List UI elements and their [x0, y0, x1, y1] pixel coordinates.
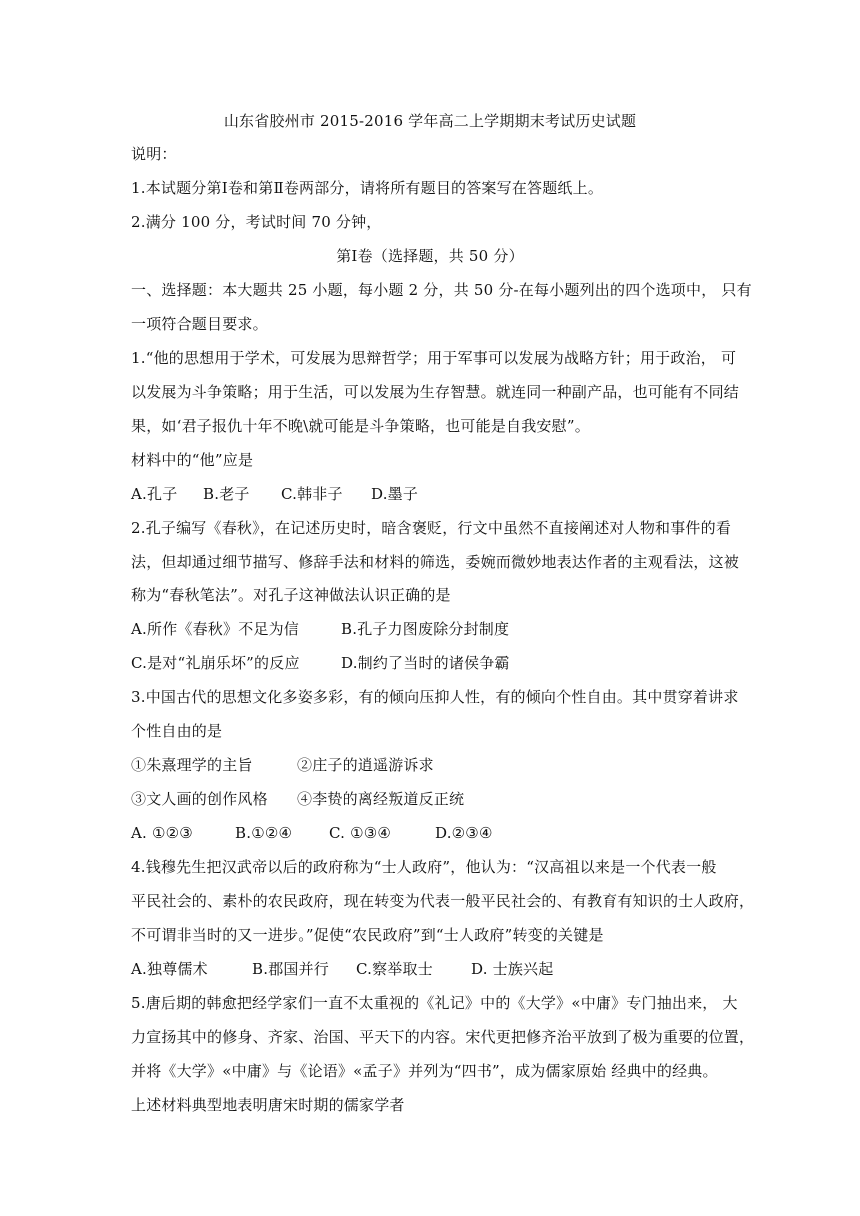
- question-3-options: [131, 823, 493, 843]
- option-a: A. ①②③: [131, 824, 193, 842]
- question-3-stem: 3.中国古代的思想文化多姿多彩，有的倾向压抑人性，有的倾向个性自由。其中贯穿着讲求: [131, 688, 739, 706]
- instructions-line: 一项符合题目要求。: [131, 315, 268, 333]
- question-3-statements: [131, 755, 434, 775]
- note-item: 2.满分 100 分，考试时间 70 分钟，: [131, 213, 382, 231]
- option-a: A.孔子: [131, 485, 178, 503]
- section-title: 第Ⅰ卷（选择题，共 50 分）: [336, 247, 524, 265]
- instructions-line: 一、选择题：本大题共 25 小题，每小题 2 分，共 50 分-在每小题列出的四个选项中， 只有: [131, 281, 752, 299]
- question-4-stem: 平民社会的、素朴的农民政府，现在转变为代表一般平民社会的、有教育有知识的士人政府，: [131, 892, 755, 910]
- question-3-statements: [131, 789, 464, 809]
- question-1-stem: 果，如‘君子报仇十年不晚\就可能是斗争策略，也可能是自我安慰”。: [131, 417, 590, 435]
- statement-3: ③文人画的创作风格: [131, 790, 268, 808]
- option-c: C. ①③④: [329, 824, 392, 842]
- option-c: C.韩非子: [281, 485, 343, 503]
- question-1-stem: 材料中的“他”应是: [131, 451, 254, 469]
- option-a: A.所作《春秋》不足为信: [131, 620, 300, 638]
- option-d: D.墨子: [371, 485, 419, 503]
- question-4-stem: 4.钱穆先生把汉武帝以后的政府称为“士人政府”，他认为：“汉高祖以来是一个代表一般: [131, 858, 717, 876]
- option-d: D. 士族兴起: [471, 960, 554, 978]
- question-2-options: [131, 653, 510, 673]
- question-5-stem: 并将《大学》«中庸》与《论语》«孟子》并列为“四书”，成为儒家原始 经典中的经典。: [131, 1062, 718, 1080]
- question-5-stem: 上述材料典型地表明唐宋时期的儒家学者: [131, 1096, 405, 1114]
- question-2-stem: 称为“春秋笔法”。对孔子这神做法认识正确的是: [131, 586, 451, 604]
- question-4-options: [131, 959, 553, 979]
- statement-4: ④李贽的离经叛道反正统: [297, 790, 465, 808]
- statement-2: ②庄子的逍遥游诉求: [297, 756, 434, 774]
- option-d: D.②③④: [435, 824, 493, 842]
- question-2-stem: 法，但却通过细节描写、修辞手法和材料的筛选，委婉而微妙地表达作者的主观看法，这被: [131, 553, 740, 571]
- option-b: B.①②④: [235, 824, 293, 842]
- option-b: B.老子: [203, 485, 250, 503]
- question-5-stem: 力宣扬其中的修身、齐家、治国、平天下的内容。宋代更把修齐治平放到了极为重要的位置，: [131, 1028, 755, 1046]
- notes-heading: 说明：: [131, 145, 177, 163]
- question-1-stem: 1.“他的思想用于学术，可发展为思辩哲学；用于军事可以发展为战略方针；用于政治， 可: [131, 349, 737, 367]
- option-c: C.察举取士: [356, 960, 433, 978]
- option-b: B.郡国并行: [252, 960, 329, 978]
- note-item: 1.本试题分第Ⅰ卷和第Ⅱ卷两部分，请将所有题目的答案写在答题纸上。: [131, 179, 604, 197]
- question-1-options: [131, 484, 418, 504]
- option-b: B.孔子力图废除分封制度: [341, 620, 510, 638]
- question-2-stem: 2.孔子编写《春秋》，在记述历史时，暗含褒贬，行文中虽然不直接阐述对人物和事件的看: [131, 519, 732, 537]
- question-4-stem: 不可谓非当时的又一进步。”促使“农民政府”到“士人政府”转变的关键是: [131, 926, 604, 944]
- option-c: C.是对“礼崩乐坏”的反应: [131, 654, 300, 672]
- question-3-stem: 个性自由的是: [131, 722, 223, 740]
- option-d: D.制约了当时的诸侯争霸: [341, 654, 510, 672]
- statement-1: ①朱熹理学的主旨: [131, 756, 253, 774]
- exam-title: 山东省胶州市 2015-2016 学年高二上学期期末考试历史试题: [223, 112, 637, 130]
- question-1-stem: 以发展为斗争策略；用于生活，可以发展为生存智慧。就连同一种副产品，也可能有不同结: [131, 383, 740, 401]
- question-5-stem: 5.唐后期的韩愈把经学家们一直不太重视的《礼记》中的《大学》«中庸》专门抽出来， 大: [131, 994, 738, 1012]
- option-a: A.独尊儒术: [131, 960, 208, 978]
- question-2-options: [131, 619, 509, 639]
